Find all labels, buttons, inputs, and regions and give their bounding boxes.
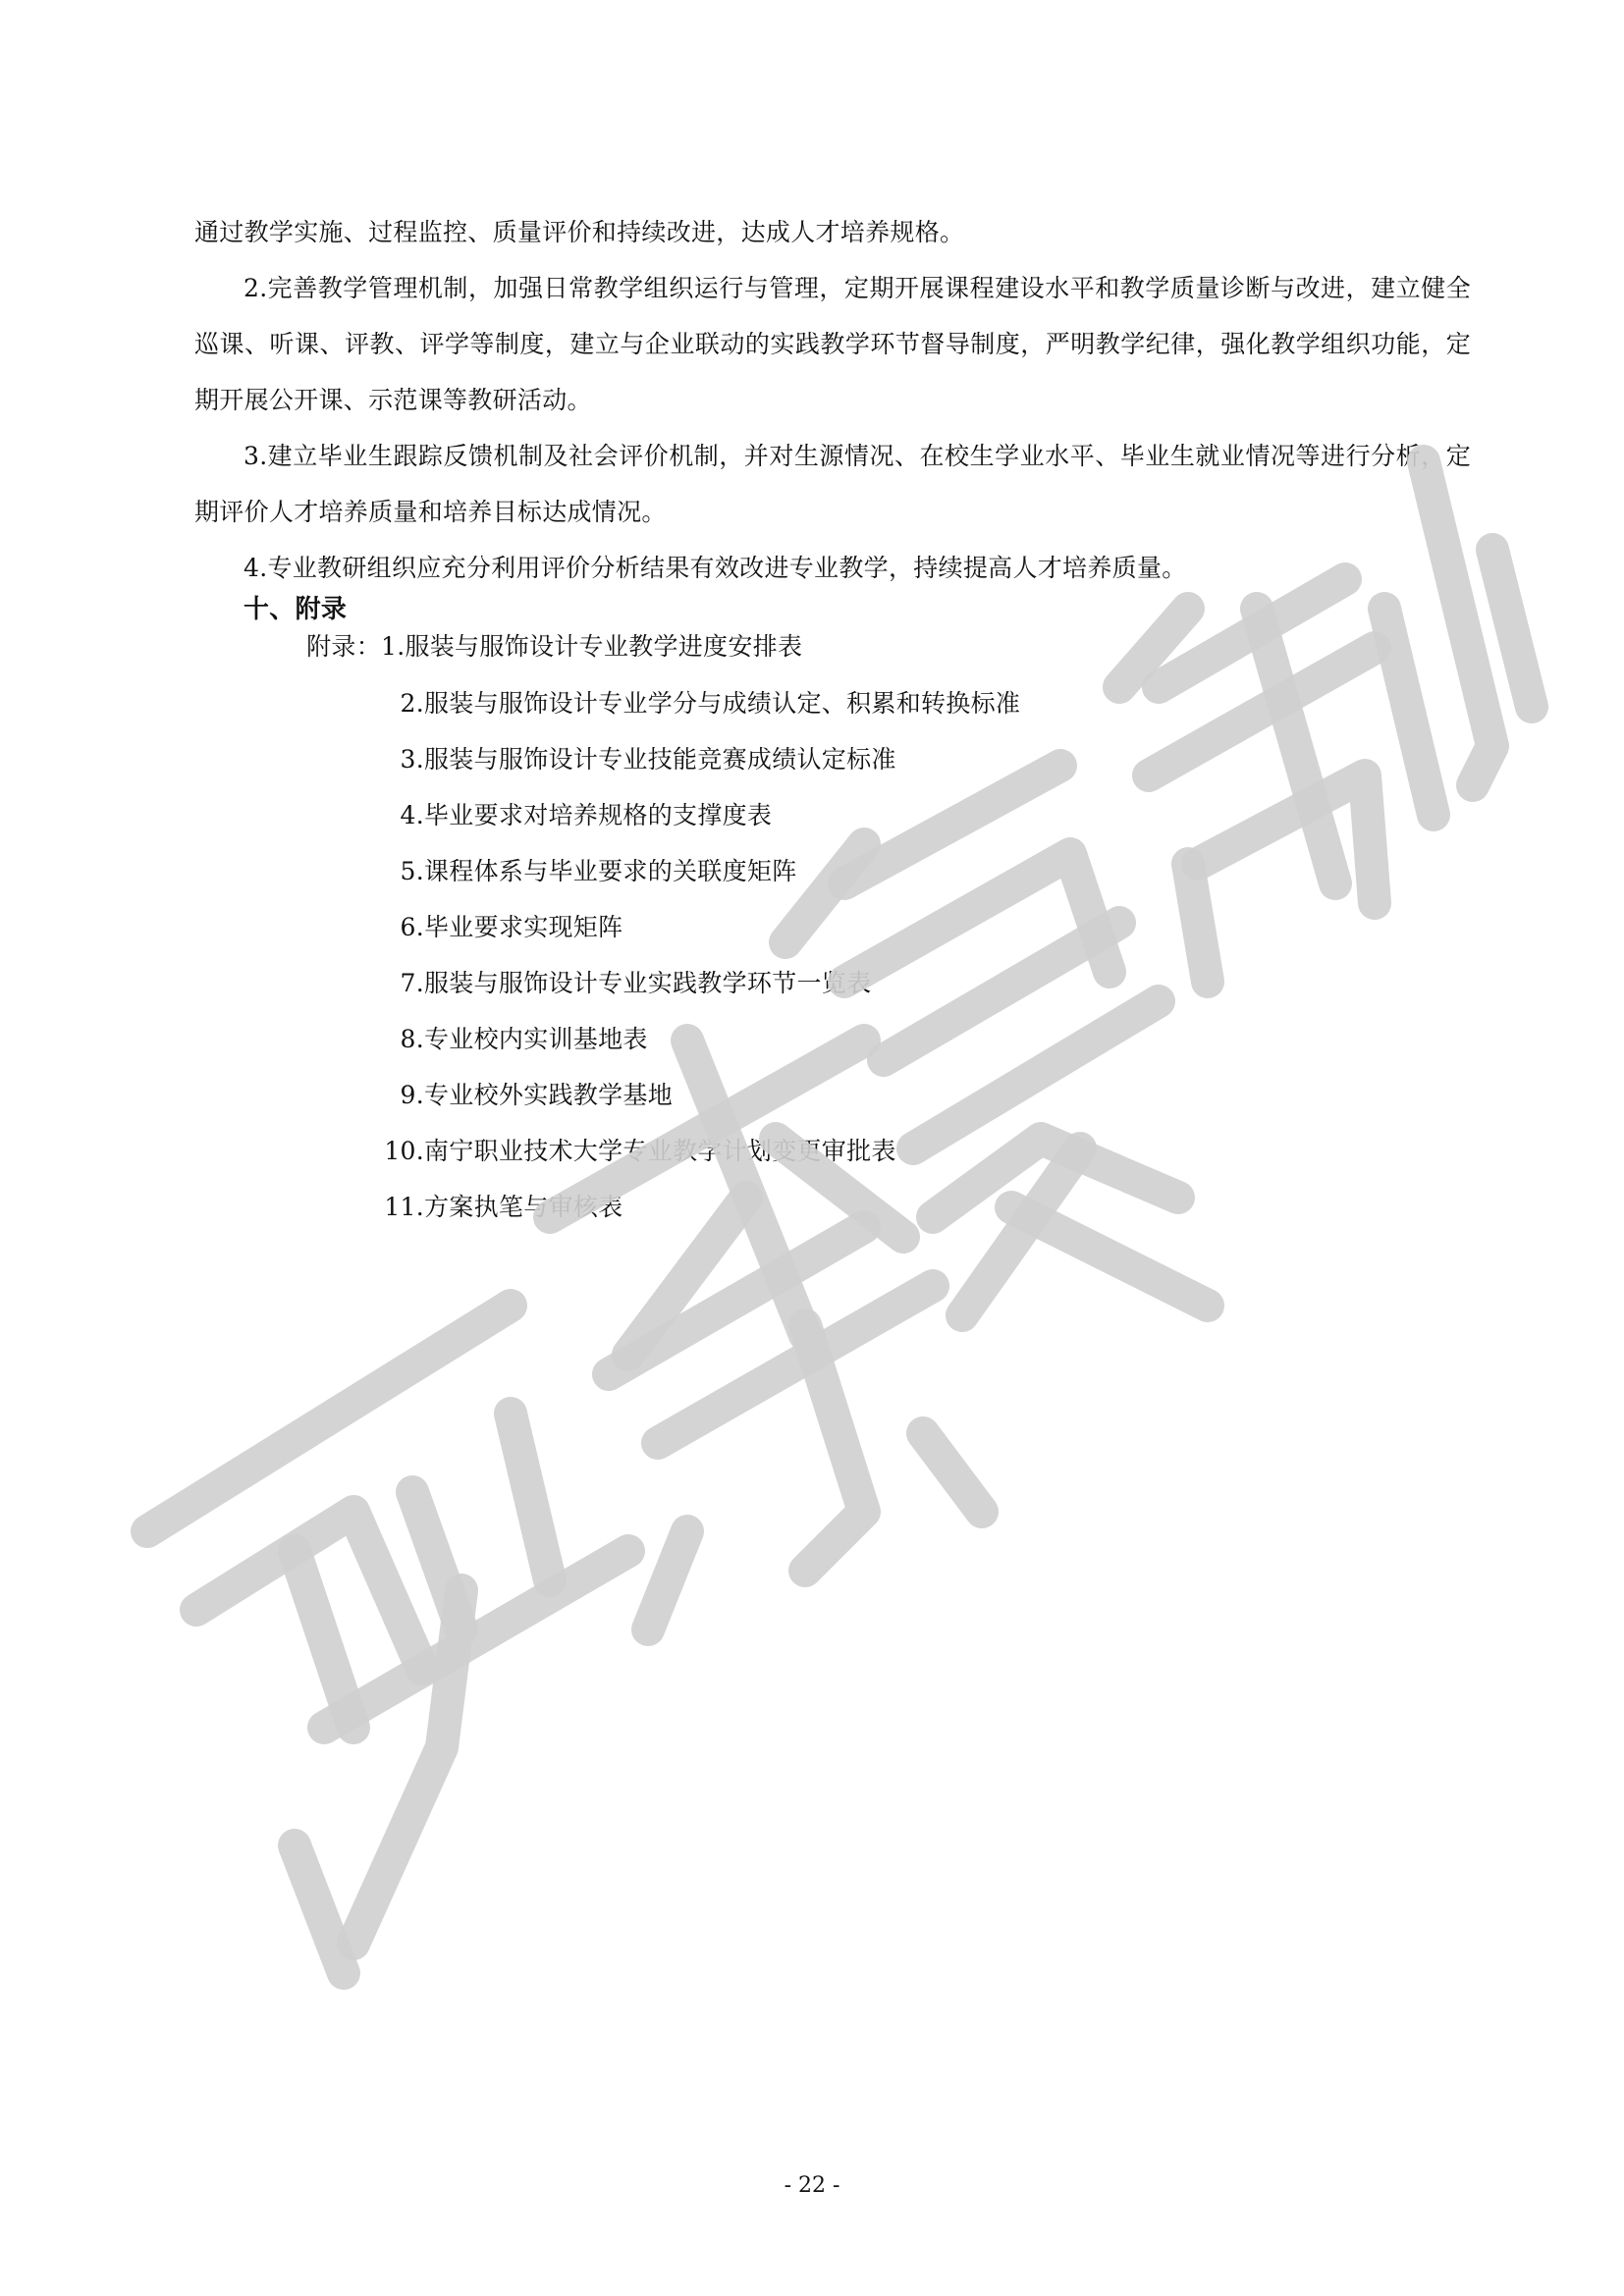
- page-number: - 22 -: [784, 2173, 840, 2198]
- appendix-item-text: 方案执笔与审核表: [424, 1193, 623, 1221]
- appendix-item-text: 南宁职业技术大学专业教学计划变更审批表: [424, 1137, 896, 1165]
- appendix-item-number: 11.: [384, 1193, 424, 1221]
- appendix-item-9: [194, 1067, 1471, 1123]
- appendix-item-7: [194, 955, 1471, 1011]
- appendix-item-number: 2.: [400, 689, 424, 718]
- appendix-item-3: [194, 731, 1471, 787]
- paragraph-3: 3.建立毕业生跟踪反馈机制及社会评价机制，并对生源情况、在校生学业水平、毕业生就业情况等进行分析，定期评价人才培养质量和培养目标达成情况。: [194, 442, 1471, 526]
- appendix-item-text: 专业校外实践教学基地: [424, 1081, 674, 1109]
- appendix-list: [194, 627, 1471, 1235]
- appendix-item-5: [194, 843, 1471, 899]
- appendix-item-4: [194, 787, 1471, 843]
- appendix-item-number: 8.: [400, 1025, 424, 1053]
- body-text: [194, 204, 1471, 1235]
- appendix-item-text: 服装与服饰设计专业教学进度安排表: [405, 632, 803, 661]
- appendix-item-text: 服装与服饰设计专业学分与成绩认定、积累和转换标准: [424, 689, 1021, 718]
- appendix-prefix: 附录：: [306, 632, 381, 661]
- paragraph-4: 4.专业教研组织应充分利用评价分析结果有效改进专业教学，持续提高人才培养质量。: [244, 554, 1187, 582]
- section-heading-appendix: 十、附录: [244, 595, 348, 624]
- appendix-item-number: 10.: [384, 1137, 424, 1165]
- paragraph-1: 通过教学实施、过程监控、质量评价和持续改进，达成人才培养规格。: [194, 218, 965, 246]
- appendix-item-text: 课程体系与毕业要求的关联度矩阵: [424, 857, 797, 885]
- appendix-item-text: 专业校内实训基地表: [424, 1025, 648, 1053]
- appendix-item-number: 4.: [400, 801, 424, 829]
- appendix-item-10: [194, 1123, 1471, 1179]
- appendix-item-text: 毕业要求实现矩阵: [424, 913, 623, 941]
- appendix-item-text: 服装与服饰设计专业技能竞赛成绩认定标准: [424, 745, 896, 774]
- appendix-item-number: 7.: [400, 969, 424, 997]
- appendix-item-8: [194, 1011, 1471, 1067]
- appendix-item-text: 服装与服饰设计专业实践教学环节一览表: [424, 969, 872, 997]
- appendix-item-6: [194, 899, 1471, 955]
- watermark-char-yan: [147, 1306, 628, 1973]
- appendix-item-number: 1.: [381, 632, 406, 661]
- appendix-item-11: [194, 1179, 1471, 1235]
- appendix-item-number: 6.: [400, 913, 424, 941]
- appendix-item-2: [194, 675, 1471, 731]
- appendix-item-number: 3.: [400, 745, 424, 774]
- appendix-item-1: [194, 627, 1471, 667]
- appendix-item-number: 9.: [400, 1081, 424, 1109]
- paragraph-2: 2.完善教学管理机制，加强日常教学组织运行与管理，定期开展课程建设水平和教学质量诊断与改进，建立健全巡课、听课、评教、评学等制度，建立与企业联动的实践教学环节督导制度，严明教学纪律，强化教学组织功能，定期开展公开课、示范课等教研活动。: [194, 274, 1471, 414]
- appendix-item-number: 5.: [400, 857, 424, 885]
- appendix-item-text: 毕业要求对培养规格的支撑度表: [424, 801, 773, 829]
